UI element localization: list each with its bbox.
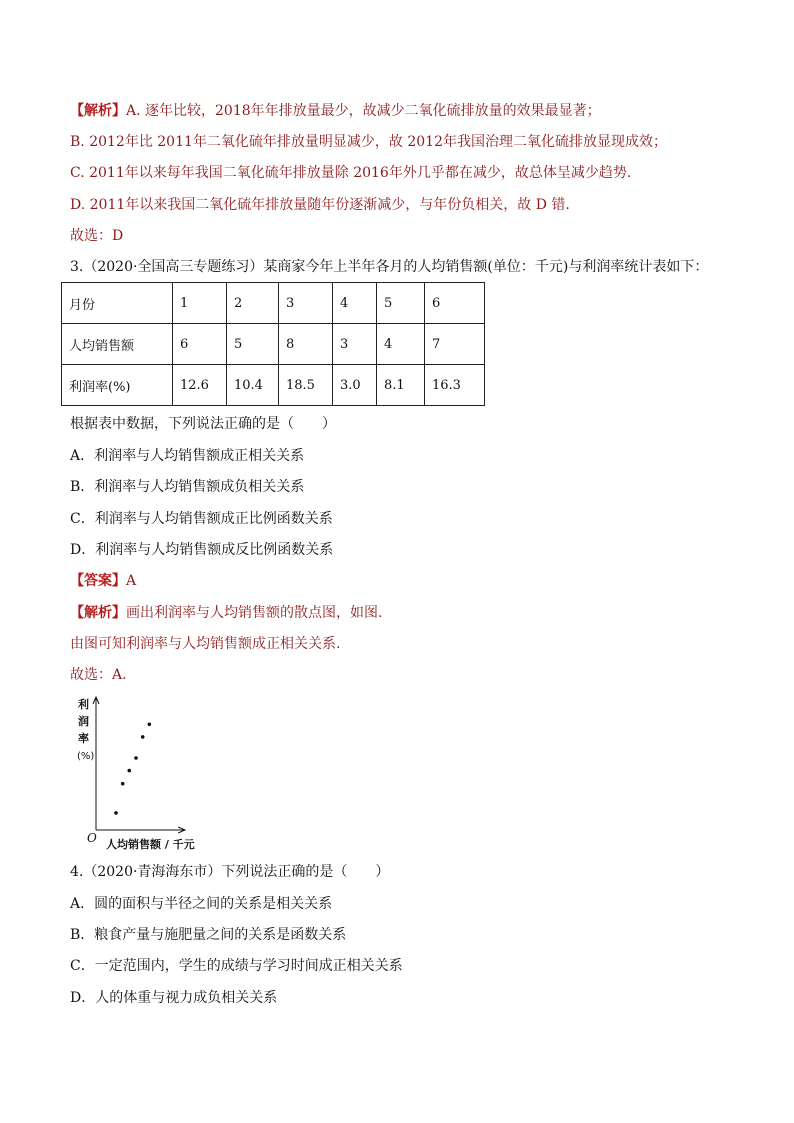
analysis-1-a: A. 逐年比较，2018年年排放量最少，故减少二氧化硫排放量的效果最显著；: [126, 103, 601, 119]
sales-profit-table: [61, 282, 485, 406]
table-cell: 4: [333, 283, 377, 324]
table-cell: 1: [173, 283, 227, 324]
analysis-1-c: C. 2011年以来每年我国二氧化硫年排放量除 2016年外几乎都在减少，故总体呈减少趋势.: [70, 165, 632, 181]
analysis-1-tag: 【解析】: [70, 103, 126, 119]
x-axis-label: 人均销售额 / 千元: [106, 838, 195, 851]
table-cell: 2: [227, 283, 279, 324]
table-cell: 6: [425, 283, 485, 324]
table-cell: 3: [333, 324, 377, 365]
table-row: [62, 365, 485, 406]
analysis-1-d: D. 2011年以来我国二氧化硫年排放量随年份逐渐减少，与年份负相关，故 D 错.: [70, 197, 570, 213]
scatter-point: [128, 769, 132, 773]
q3-prompt: 根据表中数据，下列说法正确的是（ ）: [70, 416, 336, 432]
q3-stem: 3.（2020·全国高三专题练习）某商家今年上半年各月的人均销售额(单位：千元)与利润率统计表如下：: [70, 259, 709, 275]
table-cell: 月份: [62, 283, 173, 324]
q3-analysis-line: [70, 603, 382, 623]
q3-analysis-tag: 【解析】: [70, 605, 126, 621]
analysis-1-choice: 故选：D: [70, 228, 124, 244]
q3-option-d: D．利润率与人均销售额成反比例函数关系: [70, 542, 334, 558]
q4-option-c: C．一定范围内，学生的成绩与学习时间成正相关关系: [70, 958, 403, 974]
scatter-point: [134, 756, 138, 760]
q3-analysis-1: 画出利润率与人均销售额的散点图，如图.: [126, 605, 383, 621]
y-axis-label-line: 率: [78, 732, 89, 745]
q3-answer-line: [70, 571, 136, 591]
table-row: [62, 283, 485, 324]
table-cell: 16.3: [425, 365, 485, 406]
q4-option-b: B．粮食产量与施肥量之间的关系是函数关系: [70, 927, 347, 943]
table-cell: 8.1: [377, 365, 425, 406]
table-row: [62, 324, 485, 365]
table-cell: 5: [377, 283, 425, 324]
y-axis-label-line: 利: [78, 698, 89, 711]
q3-answer: A: [126, 573, 137, 589]
scatter-point: [141, 735, 145, 739]
q4-option-d: D．人的体重与视力成负相关关系: [70, 990, 278, 1006]
table-cell: 10.4: [227, 365, 279, 406]
scatter-point: [148, 723, 152, 727]
table-cell: 6: [173, 324, 227, 365]
data-points: [114, 723, 151, 815]
table-cell: 7: [425, 324, 485, 365]
analysis-1-b: B. 2012年比 2011年二氧化硫年排放量明显减少，故 2012年我国治理二氧化硫排放显现成效；: [70, 134, 667, 150]
scatter-chart: [74, 692, 204, 856]
table-cell: 人均销售额: [62, 324, 173, 365]
table-cell: 3.0: [333, 365, 377, 406]
q3-analysis-2: 由图可知利润率与人均销售额成正相关关系.: [70, 636, 341, 652]
origin-label: O: [87, 831, 97, 845]
scatter-point: [114, 811, 118, 815]
y-axis-label-line: 润: [78, 715, 89, 728]
y-axis-label-line: (%): [77, 751, 95, 762]
q3-option-c: C．利润率与人均销售额成正比例函数关系: [70, 511, 333, 527]
q3-option-a: A．利润率与人均销售额成正相关关系: [70, 448, 305, 464]
table-cell: 12.6: [173, 365, 227, 406]
table-cell: 利润率(%): [62, 365, 173, 406]
q4-option-a: A．圆的面积与半径之间的关系是相关关系: [70, 896, 333, 912]
q3-answer-tag: 【答案】: [70, 573, 126, 589]
table-cell: 5: [227, 324, 279, 365]
table-cell: 4: [377, 324, 425, 365]
table-cell: 18.5: [279, 365, 333, 406]
table-cell: 3: [279, 283, 333, 324]
analysis-1-line-a: [70, 101, 601, 121]
q3-option-b: B．利润率与人均销售额成负相关关系: [70, 479, 305, 495]
table-cell: 8: [279, 324, 333, 365]
scatter-point: [121, 782, 125, 786]
q3-choice: 故选：A.: [70, 667, 127, 683]
q4-stem: 4.（2020·青海海东市）下列说法正确的是（ ）: [70, 864, 390, 880]
